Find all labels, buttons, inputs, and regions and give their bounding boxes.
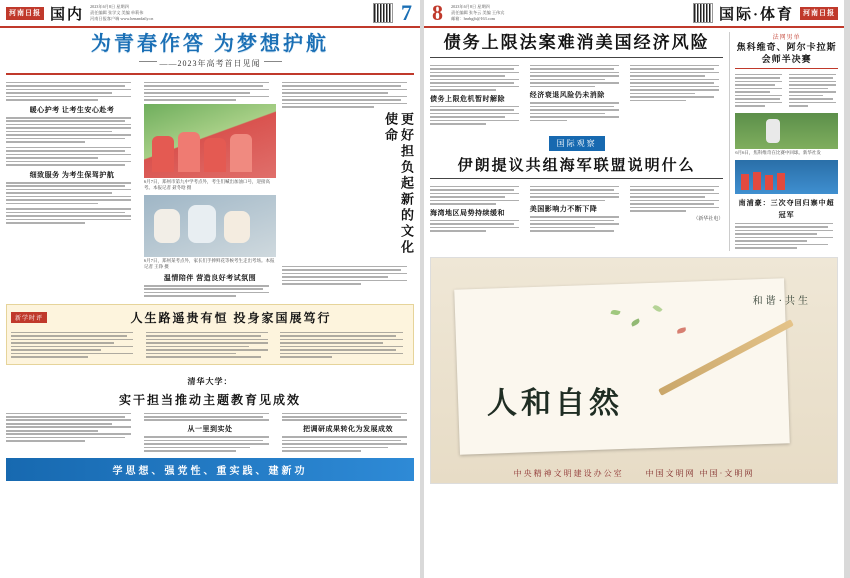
meta-date: 2023年6月8日 星期四 (90, 4, 129, 9)
university-title: 实干担当推动主题教育见成效 (118, 392, 301, 407)
photo-parents-flowers (144, 195, 276, 257)
right-main-col-2 (530, 63, 624, 127)
university-subhead-2: 把调研成果转化为发展成效 (303, 425, 393, 434)
qr-code-icon[interactable] (373, 3, 393, 23)
ad-notebook (454, 278, 790, 454)
right-main-col-3 (630, 63, 724, 127)
bottom-banner: 学思想、强党性、重实践、建新功 (6, 458, 414, 481)
sports-headline: 焦科维奇、阿尔卡拉斯会师半决赛 (736, 42, 837, 64)
sports-col-2 (789, 72, 838, 109)
commentary-col-3 (280, 330, 409, 360)
civilization-ad (430, 257, 838, 484)
right-main-col-1 (430, 63, 524, 127)
right-headline-main: 债务上限法案难消美国经济风险 (443, 33, 710, 52)
university-eyebrow: 清华大学： (187, 376, 233, 386)
commentary-col-2 (146, 330, 275, 360)
left-section-title: 国内 (50, 6, 85, 23)
left-page-body (0, 28, 420, 481)
left-page (0, 0, 420, 578)
left-headline: 为青春作答 为梦想护航 (91, 33, 329, 55)
section-badge: 国际观察 (549, 136, 605, 151)
university-col-1 (6, 411, 138, 454)
ad-big-text: 人和自然 (487, 386, 623, 420)
commentary-col-1 (11, 330, 140, 360)
sports-eyebrow: 法网男单 (772, 35, 801, 41)
commentary-tag: 新学时评 (11, 312, 47, 323)
right-masthead (424, 0, 844, 28)
newspaper-logo: 河南日报 (6, 7, 44, 20)
left-masthead-meta (90, 4, 367, 22)
meta-editor-right: 责任编辑 张冬云 美编 王伟宾 (451, 10, 505, 15)
right-main-subhead-1: 债务上限危机暂时解除 (430, 94, 505, 103)
right-section-title: 国际·体育 (718, 6, 794, 23)
right-masthead-meta (451, 4, 687, 22)
left-column-3 (282, 80, 414, 299)
meta-date-right: 2023年6月8日 星期四 (451, 4, 490, 9)
ad-footer: 中央精神文明建设办公室 中国文明网 中国·文明网 (513, 468, 755, 478)
right-second-subhead-1: 海湾地区局势持续缓和 (430, 208, 505, 217)
right-second-col-2 (530, 184, 624, 234)
meta-email-right: 邮箱：hnrbgjb@163.com (451, 16, 495, 21)
left-top-columns (6, 80, 414, 299)
university-block (6, 371, 414, 454)
university-col-3 (282, 411, 414, 454)
left-subhead: ——2023年高考首日见闻 (6, 58, 414, 69)
photo-tennis (735, 113, 838, 149)
photo-team (735, 160, 838, 194)
left-vertical-title: 更好担负起新的文化使命 (383, 111, 414, 256)
university-subhead-1: 从一里到实处 (187, 425, 233, 434)
right-second-subhead-2: 美国影响力不断下降 (529, 205, 598, 214)
newspaper-logo-right: 河南日报 (800, 7, 838, 20)
right-headline-second: 伊朗提议共组海军联盟说明什么 (457, 157, 696, 174)
left-masthead (0, 0, 420, 28)
left-page-number: 7 (401, 0, 412, 25)
right-second-col-1 (430, 184, 524, 234)
meta-editor: 责任编辑 张学文 美编 单莉伟 (90, 10, 144, 15)
sports-subphoto-title: 南浦豪：三次夺回归寨中超冠军 (738, 198, 835, 219)
left-col1-subhead-2: 细致服务 为考生保驾护航 (29, 170, 115, 179)
right-second-col-3 (630, 184, 724, 234)
photo-exam-cheer (144, 104, 276, 178)
left-column-1 (6, 80, 138, 299)
sports-photo-caption: 6月6日，焦科维奇在比赛中回球。新华社发 (735, 149, 821, 155)
photo-caption-1: 6月7日，郑州市第九中学考点外，考生们喊出加油口号，迎接高考。本报记者 聂冬晗 摄 (144, 178, 270, 190)
photo-caption-2: 6月7日，郑州某考点外，家长们手捧鲜花等候考生走出考场。本报记者 王铮 摄 (144, 257, 275, 269)
commentary-title: 人生路遥贵有恒 投身家国展笃行 (130, 310, 332, 325)
left-column-2 (144, 80, 276, 299)
qr-code-icon-right[interactable] (693, 3, 713, 23)
sports-col-1 (735, 72, 784, 109)
right-main-subhead-2: 经济衰退风险仍未消除 (529, 91, 605, 100)
meta-site: 河南日报客户端 www.henandaily.cn (90, 16, 154, 21)
right-page (424, 0, 844, 578)
right-page-number: 8 (432, 0, 443, 25)
left-col1-subhead-1: 暖心护考 让考生安心赴考 (29, 105, 115, 114)
ad-slogan: 和谐·共生 (752, 295, 811, 307)
byline: （新华社电） (693, 216, 724, 222)
left-col2-subhead-1: 温情陪伴 营造良好考试氛围 (163, 273, 257, 282)
right-page-body (424, 28, 844, 484)
sports-sidebar (729, 32, 838, 251)
commentary-box (6, 304, 414, 365)
left-rule (6, 73, 414, 75)
university-col-2 (144, 411, 276, 454)
